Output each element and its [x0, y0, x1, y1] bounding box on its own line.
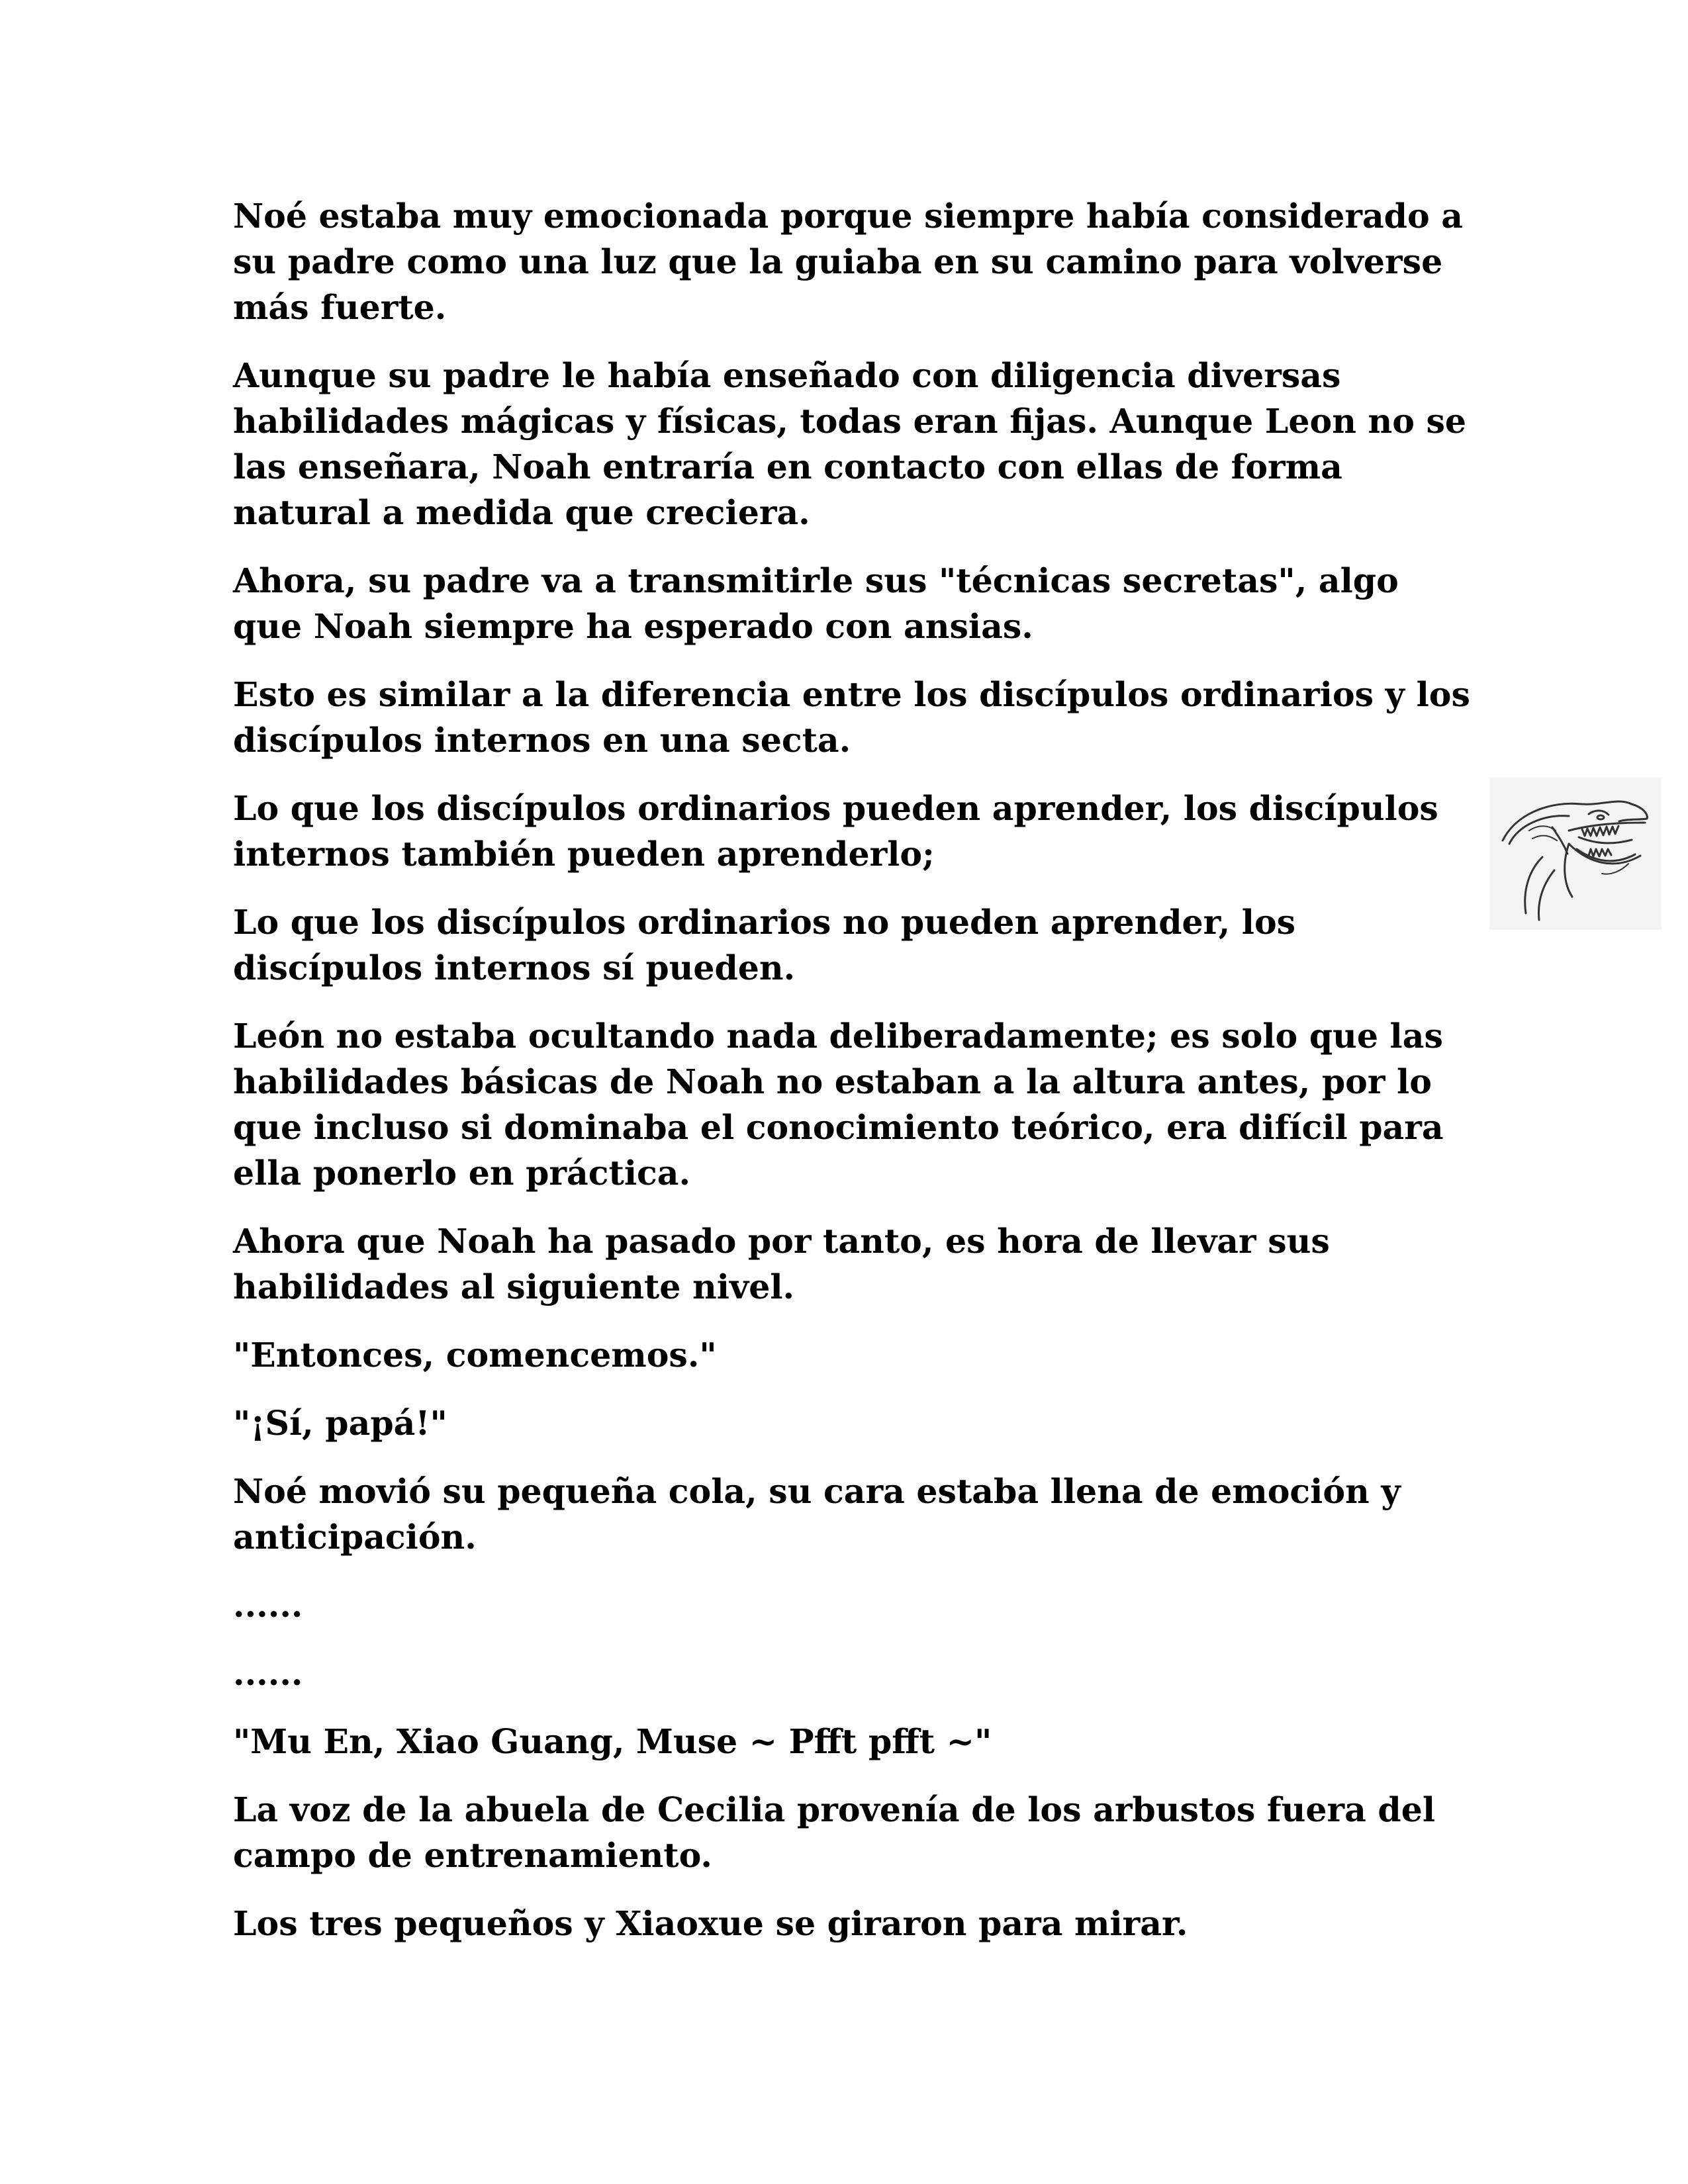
paragraph: Ahora que Noah ha pasado por tanto, es hora de llevar sus habilidades al siguiente nivel.: [233, 1222, 1330, 1306]
paragraph: Esto es similar a la diferencia entre los discípulos ordinarios y los discípulos internos en una secta.: [233, 675, 1470, 760]
paragraph: Lo que los discípulos ordinarios no pueden aprender, los discípulos internos sí pueden.: [233, 903, 1296, 987]
paragraph: Ahora, su padre va a transmitirle sus "técnicas secretas", algo que Noah siempre ha esperado con ansias.: [233, 561, 1399, 646]
paragraph: "Mu En, Xiao Guang, Muse ~ Pfft pfft ~": [233, 1722, 992, 1761]
paragraph: "¡Sí, papá!": [233, 1404, 447, 1443]
paragraph: León no estaba ocultando nada deliberadamente; es solo que las habilidades básicas de Noah no estaban a la altura antes, por lo que incluso si dominaba el conocimiento teórico, era difícil para ella ponerlo en práctica.: [233, 1017, 1444, 1193]
paragraph: "Entonces, comencemos.": [233, 1336, 717, 1375]
paragraph: Noé movió su pequeña cola, su cara estaba llena de emoción y anticipación.: [233, 1472, 1401, 1557]
paragraph: Lo que los discípulos ordinarios pueden aprender, los discípulos internos también pueden aprenderlo;: [233, 789, 1438, 874]
paragraph: La voz de la abuela de Cecilia provenía de los arbustos fuera del campo de entrenamiento.: [233, 1790, 1436, 1875]
body-text: [233, 193, 1477, 1969]
paragraph: Aunque su padre le había enseñado con diligencia diversas habilidades mágicas y físicas, todas eran fijas. Aunque Leon no se las enseñara, Noah entraría en contacto con ellas de forma natural a medida que creciera.: [233, 356, 1467, 532]
paragraph: Los tres pequeños y Xiaoxue se giraron para mirar.: [233, 1904, 1188, 1943]
paragraph: Noé estaba muy emocionada porque siempre había considerado a su padre como una luz que la guiaba en su camino para volverse más fuerte.: [233, 197, 1463, 327]
dinosaur-head-sketch-icon: [1489, 778, 1662, 930]
paragraph: ......: [233, 1654, 303, 1693]
paragraph: ......: [233, 1586, 303, 1625]
